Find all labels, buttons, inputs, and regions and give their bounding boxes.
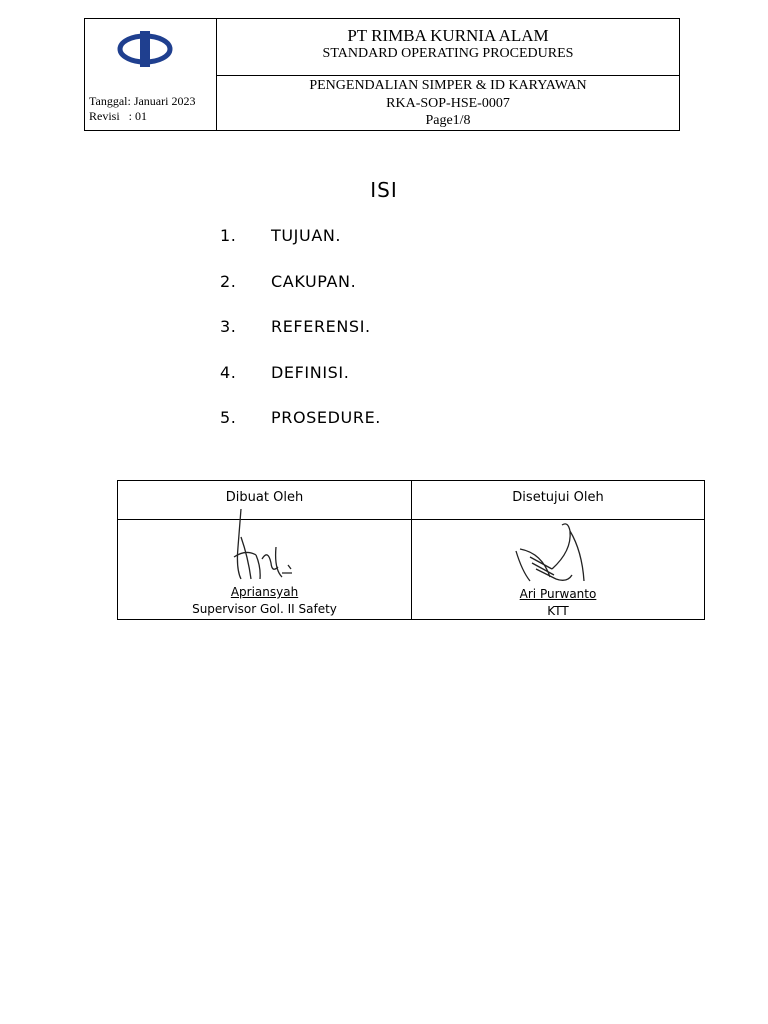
document-header (84, 18, 680, 131)
doc-code: RKA-SOP-HSE-0007 (386, 95, 510, 111)
header-info-cell (217, 19, 679, 130)
toc-item (220, 272, 381, 318)
toc-number: 2. (220, 271, 237, 291)
toc-item (220, 408, 381, 454)
toc-label: REFERENSI. (271, 317, 371, 337)
approved-by-role: KTT (547, 604, 569, 618)
toc-label: CAKUPAN. (271, 271, 357, 291)
approved-by-name: Ari Purwanto (519, 587, 597, 601)
toc-label: TUJUAN. (271, 226, 342, 245)
toc-number: 1. (220, 226, 237, 245)
header-doc-block (217, 77, 679, 130)
toc-number: 3. (220, 317, 237, 337)
header-revision: Revisi : 01 (89, 109, 148, 123)
toc-number: 4. (220, 362, 237, 382)
header-logo-cell (85, 19, 217, 130)
approved-by-column (412, 481, 704, 619)
made-by-role: Supervisor Gol. II Safety (192, 602, 337, 616)
signature-table (117, 480, 705, 620)
signature-ari-purwanto-icon (512, 521, 602, 591)
page-number: Page1/8 (425, 113, 471, 128)
header-company-block (217, 19, 679, 76)
approved-by-heading: Disetujui Oleh (412, 481, 704, 520)
signature-apriansyah-icon (216, 507, 306, 587)
toc-label: DEFINISI. (271, 362, 350, 382)
toc-item (220, 317, 381, 363)
made-by-name: Apriansyah (230, 585, 299, 599)
made-by-column (118, 481, 412, 619)
table-of-contents (220, 226, 381, 454)
toc-number: 5. (220, 408, 237, 428)
sop-subtitle: STANDARD OPERATING PROCEDURES (322, 46, 574, 61)
doc-title: PENGENDALIAN SIMPER & ID KARYAWAN (309, 78, 587, 93)
header-date: Tanggal: Januari 2023 (89, 94, 196, 108)
toc-item (220, 226, 381, 272)
company-logo-icon (115, 29, 175, 69)
toc-label: PROSEDURE. (271, 408, 381, 428)
made-by-heading: Dibuat Oleh (118, 481, 411, 520)
header-date-block (89, 94, 195, 124)
company-name: PT RIMBA KURNIA ALAM (347, 26, 549, 45)
page-title: ISI (370, 178, 398, 202)
toc-item (220, 363, 381, 409)
